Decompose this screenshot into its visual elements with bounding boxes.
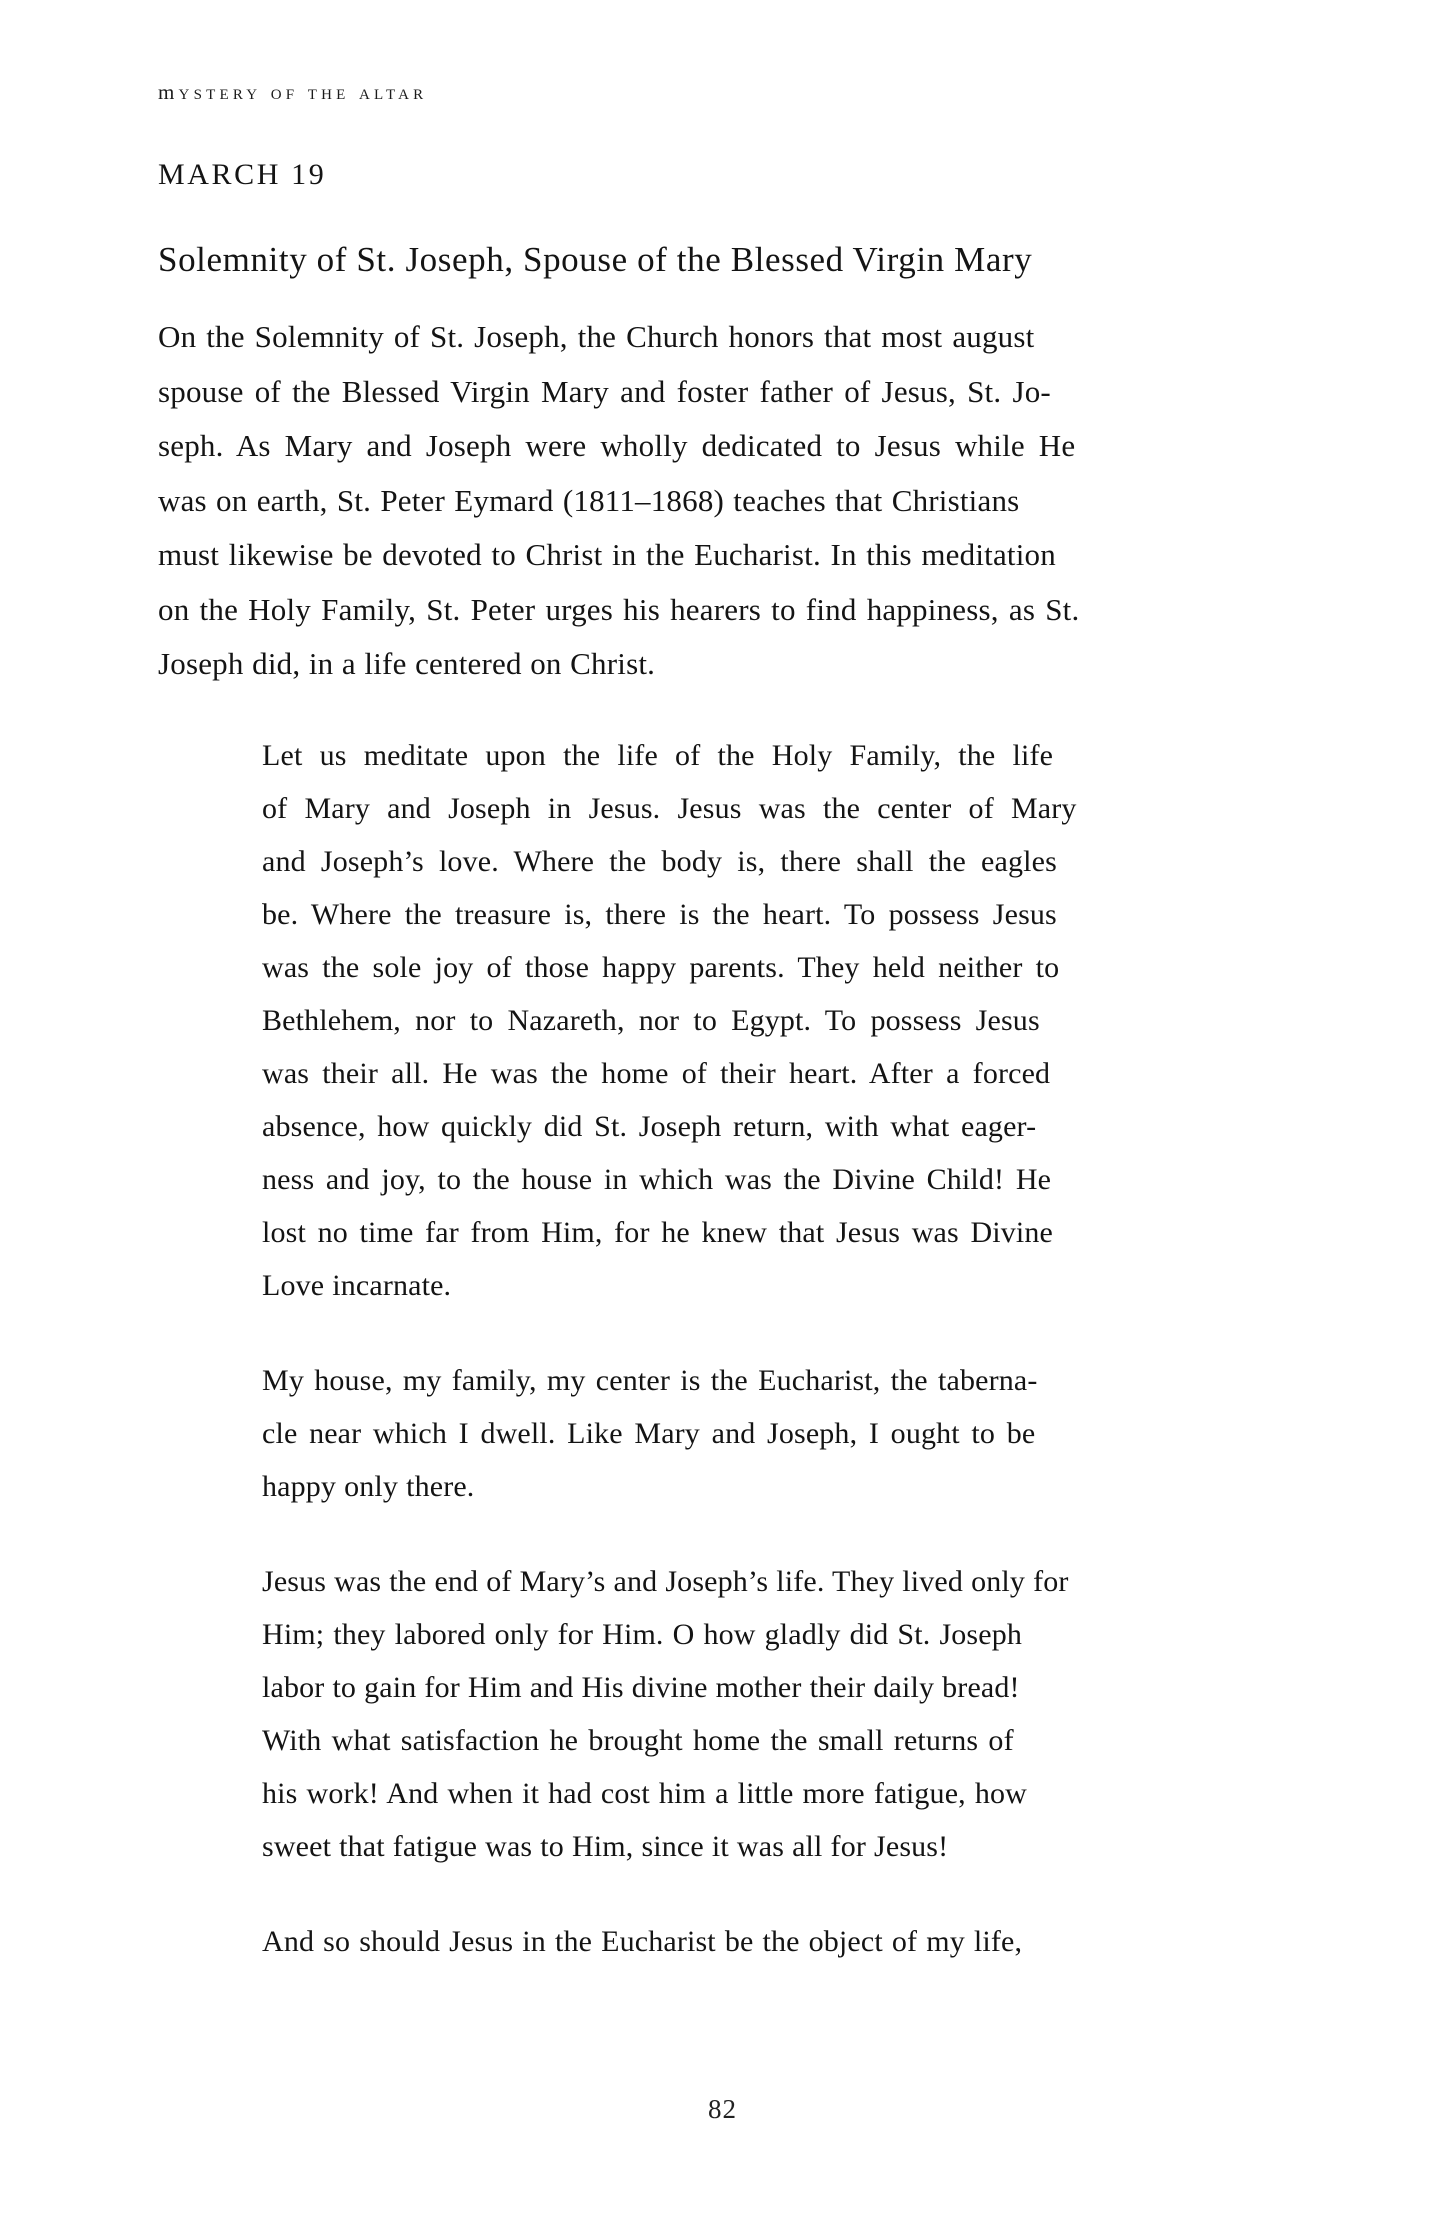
- quote-line: absence, how quickly did St. Joseph return, with what eager-: [262, 1110, 1037, 1143]
- quote-line: Him; they labored only for Him. O how gladly did St. Joseph: [262, 1618, 1023, 1651]
- quote-paragraph: [262, 1555, 1280, 1873]
- quote-line: ness and joy, to the house in which was the Divine Child! He: [262, 1163, 1052, 1196]
- quote-line: be. Where the treasure is, there is the heart. To possess Jesus: [262, 898, 1057, 931]
- intro-line: must likewise be devoted to Christ in the Eucharist. In this meditation: [158, 537, 1056, 572]
- intro-line: on the Holy Family, St. Peter urges his hearers to find happiness, as St.: [158, 591, 1080, 627]
- quote-line: happy only there.: [262, 1470, 475, 1503]
- quote-line: and Joseph’s love. Where the body is, there shall the eagles: [262, 845, 1057, 878]
- quote-line: Bethlehem, nor to Nazareth, nor to Egypt. To possess Jesus: [262, 1004, 1040, 1037]
- quote-line: was the sole joy of those happy parents. They held neither to: [262, 951, 1060, 984]
- quote-line: sweet that fatigue was to Him, since it was all for Jesus!: [262, 1830, 949, 1863]
- quote-line: Let us meditate upon the life of the Holy Family, the life: [262, 739, 1054, 772]
- quote-line: of Mary and Joseph in Jesus. Jesus was the center of Mary: [262, 792, 1077, 825]
- running-header: mystery of the altar: [158, 80, 428, 104]
- quote-line: labor to gain for Him and His divine mother their daily bread!: [262, 1671, 1020, 1704]
- page-number: 82: [708, 2094, 737, 2124]
- block-quotation: [262, 729, 1280, 1968]
- intro-line: seph. As Mary and Joseph were wholly dedicated to Jesus while He: [158, 428, 1076, 463]
- intro-line: was on earth, St. Peter Eymard (1811–1868) teaches that Christians: [158, 482, 1020, 518]
- quote-paragraph: [262, 729, 1280, 1312]
- quote-line: his work! And when it had cost him a little more fatigue, how: [262, 1777, 1027, 1810]
- quote-line: Love incarnate.: [262, 1269, 452, 1302]
- quote-line: was their all. He was the home of their heart. After a forced: [262, 1057, 1051, 1090]
- quote-line: lost no time far from Him, for he knew that Jesus was Divine: [262, 1216, 1054, 1249]
- quote-line: My house, my family, my center is the Eucharist, the taberna-: [262, 1364, 1038, 1397]
- intro-line: On the Solemnity of St. Joseph, the Church honors that most august: [158, 319, 1035, 354]
- intro-line: spouse of the Blessed Virgin Mary and foster father of Jesus, St. Jo-: [158, 373, 1051, 409]
- quote-paragraph: [262, 1915, 1280, 1968]
- intro-paragraph: [158, 310, 1248, 692]
- quote-line: cle near which I dwell. Like Mary and Joseph, I ought to be: [262, 1417, 1036, 1450]
- quote-line: With what satisfaction he brought home the small returns of: [262, 1724, 1014, 1757]
- date-heading: MARCH 19: [158, 158, 327, 191]
- intro-line: Joseph did, in a life centered on Christ.: [158, 646, 656, 681]
- quote-line: And so should Jesus in the Eucharist be the object of my life,: [262, 1925, 1023, 1958]
- quote-paragraph: [262, 1354, 1280, 1513]
- page-title: Solemnity of St. Joseph, Spouse of the Blessed Virgin Mary: [158, 240, 1033, 279]
- quote-line: Jesus was the end of Mary’s and Joseph’s life. They lived only for: [262, 1565, 1069, 1598]
